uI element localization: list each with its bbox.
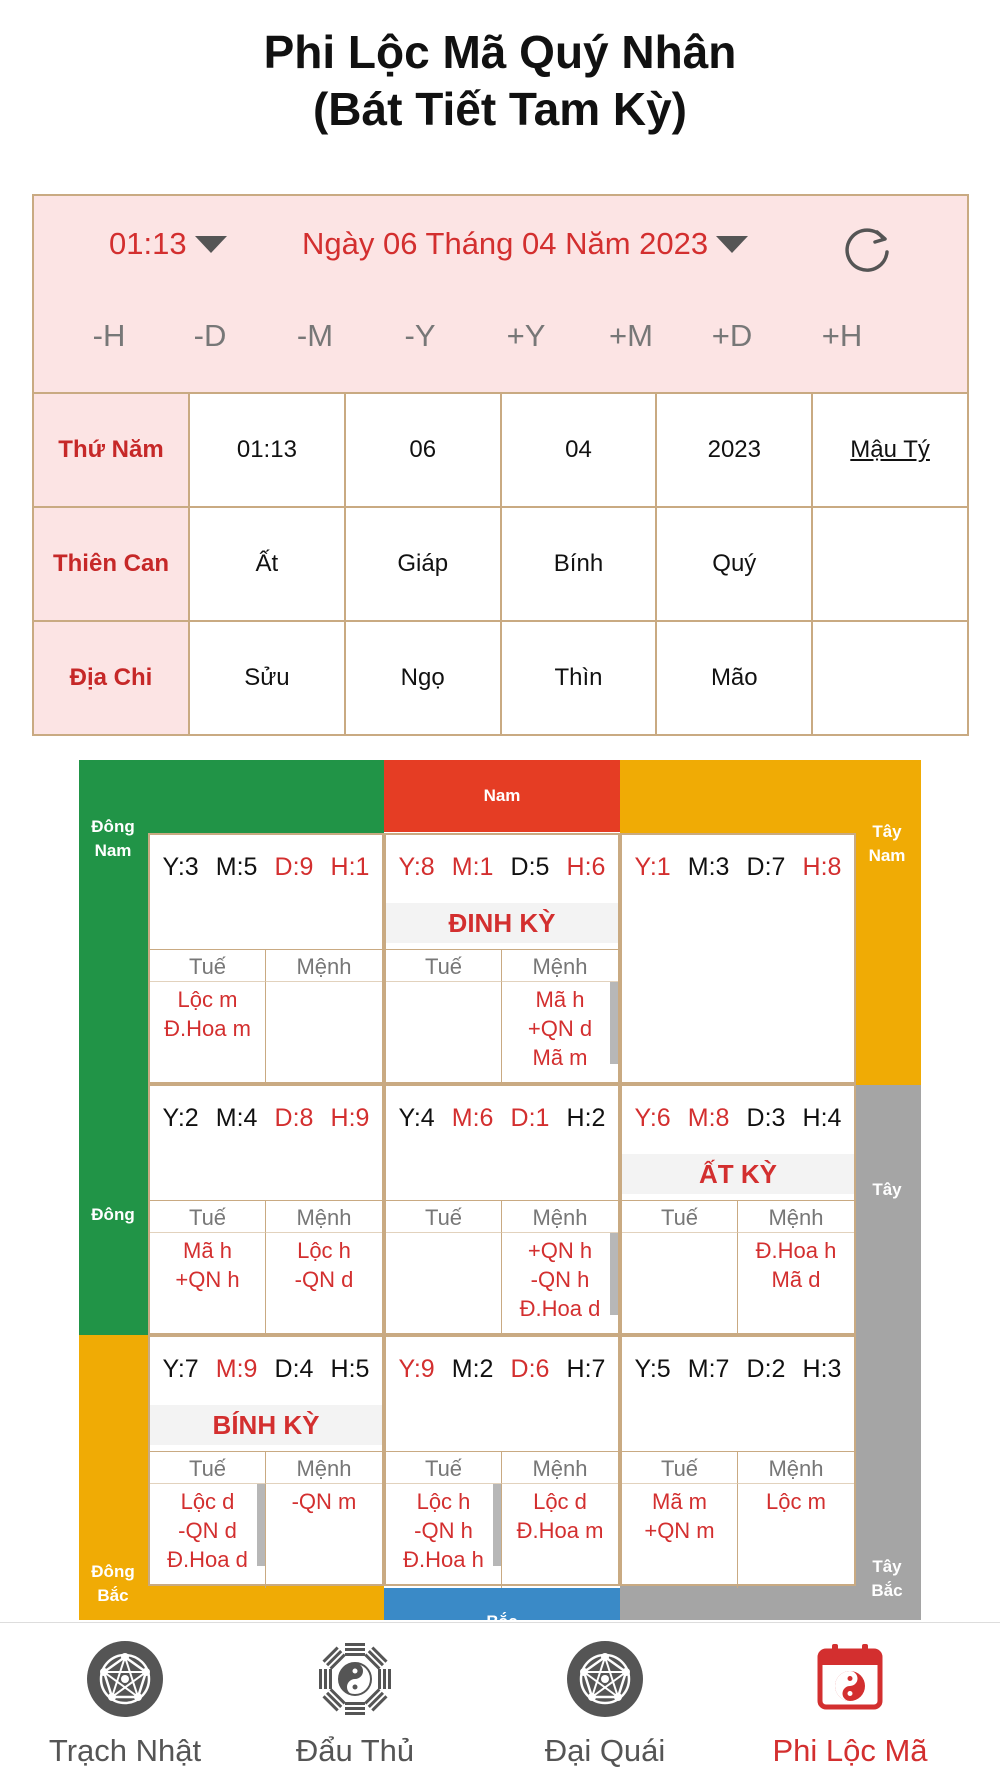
star-number: H:4 xyxy=(802,1104,842,1132)
scrollbar[interactable] xyxy=(493,1484,501,1566)
ky-banner: ĐINH KỲ xyxy=(386,903,618,943)
tue-list[interactable] xyxy=(622,1484,738,1588)
date-dropdown[interactable] xyxy=(302,226,748,262)
direction-northeast: Đông Bắc xyxy=(91,1562,135,1605)
list-item: Đ.Hoa m xyxy=(164,1016,251,1041)
tue-menh-panel xyxy=(622,1200,854,1337)
star-numbers xyxy=(150,1355,382,1384)
list-item: Đ.Hoa d xyxy=(519,1296,601,1321)
year-can: Quý xyxy=(656,507,812,621)
star-number: H:9 xyxy=(330,1104,370,1132)
star-number: H:6 xyxy=(566,853,606,881)
tue-list[interactable] xyxy=(386,1233,502,1337)
weekday-label: Thứ Năm xyxy=(33,393,189,507)
pentagram-seal-icon xyxy=(565,1639,645,1719)
tue-list[interactable] xyxy=(386,1484,502,1588)
date-control-panel xyxy=(32,194,969,394)
star-number: H:2 xyxy=(566,1104,606,1132)
scrollbar[interactable] xyxy=(257,1484,265,1566)
day-value: 06 xyxy=(345,393,501,507)
star-number: Y:6 xyxy=(634,1104,671,1132)
refresh-icon[interactable] xyxy=(839,220,895,276)
pentagram-seal-icon xyxy=(85,1639,165,1719)
date-value: Ngày 06 Tháng 04 Năm 2023 xyxy=(302,226,709,261)
extra-link[interactable]: Mậu Tý xyxy=(812,393,968,507)
star-numbers xyxy=(622,1355,854,1384)
menh-header: Mệnh xyxy=(502,1200,618,1233)
list-item: Lộc h xyxy=(416,1489,471,1514)
direction-northwest: Tây Bắc xyxy=(871,1557,903,1600)
dia-chi-label: Địa Chi xyxy=(33,621,189,735)
bagua-yin-yang-icon xyxy=(315,1639,395,1719)
star-numbers xyxy=(622,853,854,882)
direction-west: Tây xyxy=(872,1180,902,1199)
bottom-tab-bar xyxy=(0,1622,1000,1778)
year-chi: Mão xyxy=(656,621,812,735)
star-number: D:2 xyxy=(746,1355,786,1383)
empty-cell xyxy=(812,507,968,621)
direction-southeast: Đông Nam xyxy=(91,817,135,860)
palace-cell-west[interactable] xyxy=(620,1084,856,1335)
palace-cell-southeast[interactable] xyxy=(148,833,384,1084)
star-number: Y:8 xyxy=(398,853,435,881)
table-row xyxy=(33,507,968,621)
menh-list[interactable] xyxy=(502,982,618,1086)
list-item: -QN d xyxy=(294,1267,354,1292)
tab-3[interactable] xyxy=(480,1623,730,1779)
step-button[interactable]: -H xyxy=(92,318,126,353)
star-number: H:8 xyxy=(802,853,842,881)
palace-cell-south[interactable] xyxy=(384,833,620,1084)
ky-banner: BÍNH KỲ xyxy=(150,1405,382,1445)
star-number: Y:2 xyxy=(162,1104,199,1132)
year-value: 2023 xyxy=(656,393,812,507)
star-number: D:3 xyxy=(746,1104,786,1132)
menh-list[interactable] xyxy=(266,982,382,1086)
calendar-yin-yang-icon xyxy=(810,1639,890,1719)
step-button[interactable]: +Y xyxy=(506,318,546,353)
palace-cell-north[interactable] xyxy=(384,1335,620,1586)
hour-chi: Sửu xyxy=(189,621,345,735)
tue-list[interactable] xyxy=(622,1233,738,1337)
tue-menh-panel xyxy=(150,1451,382,1588)
tue-header: Tuế xyxy=(150,949,266,982)
tab-label: Phi Lộc Mã xyxy=(772,1733,928,1768)
direction-southwest: Tây Nam xyxy=(868,822,906,865)
time-value: 01:13 xyxy=(109,226,187,261)
list-item: -QN d xyxy=(178,1518,237,1543)
palace-cell-northeast[interactable] xyxy=(148,1335,384,1586)
tab-2[interactable] xyxy=(230,1623,480,1779)
table-row xyxy=(33,393,968,507)
star-number: H:5 xyxy=(330,1355,370,1383)
thien-can-label: Thiên Can xyxy=(33,507,189,621)
list-item: +QN d xyxy=(527,1016,593,1041)
day-chi: Ngọ xyxy=(345,621,501,735)
tue-header: Tuế xyxy=(386,949,502,982)
list-item: Lộc d xyxy=(533,1489,587,1514)
list-item: -QN h xyxy=(530,1267,590,1292)
tab-label: Đẩu Thủ xyxy=(295,1733,415,1768)
star-number: Y:9 xyxy=(398,1355,435,1383)
direction-south: Nam xyxy=(483,786,521,805)
star-number: M:2 xyxy=(451,1355,494,1383)
star-number: D:5 xyxy=(510,853,550,881)
menh-header: Mệnh xyxy=(266,1200,382,1233)
tab-4[interactable] xyxy=(725,1623,975,1779)
star-numbers xyxy=(622,1104,854,1133)
star-numbers xyxy=(386,1104,618,1133)
star-number: H:3 xyxy=(802,1355,842,1383)
star-number: D:8 xyxy=(274,1104,314,1132)
title-line-1: Phi Lộc Mã Quý Nhân xyxy=(263,26,737,78)
star-numbers xyxy=(386,853,618,882)
star-number: Y:4 xyxy=(398,1104,435,1132)
menh-header: Mệnh xyxy=(502,1451,618,1484)
time-dropdown[interactable] xyxy=(109,226,227,262)
info-table xyxy=(32,392,969,736)
scrollbar[interactable] xyxy=(610,982,618,1064)
tue-menh-panel xyxy=(150,1200,382,1337)
tue-list[interactable] xyxy=(150,1484,266,1588)
tue-menh-panel xyxy=(386,1451,618,1588)
caret-down-icon xyxy=(195,236,227,253)
tue-header: Tuế xyxy=(150,1200,266,1233)
tab-1[interactable] xyxy=(0,1623,250,1779)
menh-header: Mệnh xyxy=(738,1200,854,1233)
tab-label: Đại Quái xyxy=(544,1733,666,1768)
step-button[interactable]: +H xyxy=(821,318,863,353)
star-number: M:1 xyxy=(451,853,494,881)
palace-cell-southwest[interactable] xyxy=(620,833,856,1084)
list-item: Đ.Hoa d xyxy=(167,1547,248,1572)
compass-board xyxy=(79,760,921,1620)
star-number: Y:5 xyxy=(634,1355,671,1383)
star-number: M:7 xyxy=(687,1355,730,1383)
menh-list[interactable] xyxy=(738,1233,854,1337)
list-item: Lộc d xyxy=(180,1489,235,1514)
star-number: H:1 xyxy=(330,853,370,881)
menh-list[interactable] xyxy=(266,1233,382,1337)
day-can: Giáp xyxy=(345,507,501,621)
star-number: H:7 xyxy=(566,1355,606,1383)
month-value: 04 xyxy=(501,393,657,507)
hour-can: Ất xyxy=(189,507,345,621)
list-item: -QN h xyxy=(414,1518,473,1543)
title-line-2: (Bát Tiết Tam Kỳ) xyxy=(312,83,688,135)
star-number: M:5 xyxy=(215,853,258,881)
tab-label: Trạch Nhật xyxy=(48,1733,202,1768)
step-buttons-row xyxy=(34,318,967,368)
tue-menh-panel xyxy=(622,1451,854,1588)
list-item: Đ.Hoa h xyxy=(403,1547,484,1572)
month-chi: Thìn xyxy=(501,621,657,735)
star-number: D:4 xyxy=(274,1355,314,1383)
step-button[interactable]: +M xyxy=(609,318,653,353)
list-item: Mã m xyxy=(532,1045,588,1070)
scrollbar[interactable] xyxy=(610,1233,618,1315)
step-button[interactable]: -M xyxy=(296,318,334,353)
star-number: M:8 xyxy=(687,1104,730,1132)
star-numbers xyxy=(150,853,382,882)
palace-cell-east[interactable] xyxy=(148,1084,384,1335)
menh-header: Mệnh xyxy=(502,949,618,982)
list-item: Mã h xyxy=(183,1238,232,1263)
tue-menh-panel xyxy=(386,949,618,1086)
star-number: Y:7 xyxy=(162,1355,199,1383)
tue-header: Tuế xyxy=(386,1200,502,1233)
menh-header: Mệnh xyxy=(266,1451,382,1484)
menh-list[interactable] xyxy=(266,1484,382,1588)
list-item: Mã d xyxy=(771,1267,821,1292)
star-number: D:6 xyxy=(510,1355,550,1383)
menh-list[interactable] xyxy=(738,1484,854,1588)
list-item: +QN h xyxy=(175,1267,240,1292)
tue-menh-panel xyxy=(386,1200,618,1337)
step-button[interactable]: -D xyxy=(193,318,227,353)
star-number: M:9 xyxy=(215,1355,258,1383)
menh-header: Mệnh xyxy=(738,1451,854,1484)
tue-list[interactable] xyxy=(386,982,502,1086)
star-number: M:3 xyxy=(687,853,730,881)
table-row xyxy=(33,621,968,735)
menh-header: Mệnh xyxy=(266,949,382,982)
caret-down-icon xyxy=(716,236,748,253)
list-item: Đ.Hoa h xyxy=(755,1238,837,1263)
tue-header: Tuế xyxy=(622,1200,738,1233)
list-item: Mã h xyxy=(535,987,585,1012)
direction-east: Đông xyxy=(91,1205,135,1224)
list-item: Lộc m xyxy=(766,1489,826,1514)
list-item: Đ.Hoa m xyxy=(516,1518,604,1543)
star-numbers xyxy=(386,1355,618,1384)
tue-list[interactable] xyxy=(150,982,266,1086)
list-item: +QN h xyxy=(527,1238,593,1263)
step-button[interactable]: -Y xyxy=(404,318,436,353)
tue-menh-panel xyxy=(150,949,382,1086)
tue-header: Tuế xyxy=(386,1451,502,1484)
star-number: M:4 xyxy=(215,1104,258,1132)
list-item: -QN m xyxy=(291,1489,357,1514)
list-item: +QN m xyxy=(644,1518,715,1543)
star-number: D:1 xyxy=(510,1104,550,1132)
month-can: Bính xyxy=(501,507,657,621)
tue-header: Tuế xyxy=(622,1451,738,1484)
empty-cell xyxy=(812,621,968,735)
step-button[interactable]: +D xyxy=(711,318,753,353)
ky-banner: ẤT KỲ xyxy=(622,1154,854,1194)
star-number: M:6 xyxy=(451,1104,494,1132)
hour-value: 01:13 xyxy=(189,393,345,507)
palace-cell-northwest[interactable] xyxy=(620,1335,856,1586)
star-numbers xyxy=(150,1104,382,1133)
page-title xyxy=(0,24,1000,138)
star-number: D:9 xyxy=(274,853,314,881)
star-number: Y:1 xyxy=(634,853,671,881)
menh-list[interactable] xyxy=(502,1484,618,1588)
list-item: Lộc h xyxy=(297,1238,351,1263)
menh-list[interactable] xyxy=(502,1233,618,1337)
star-number: D:7 xyxy=(746,853,786,881)
tue-list[interactable] xyxy=(150,1233,266,1337)
tue-header: Tuế xyxy=(150,1451,266,1484)
palace-cell-center[interactable] xyxy=(384,1084,620,1335)
list-item: Lộc m xyxy=(177,987,238,1012)
star-number: Y:3 xyxy=(162,853,199,881)
list-item: Mã m xyxy=(652,1489,707,1514)
